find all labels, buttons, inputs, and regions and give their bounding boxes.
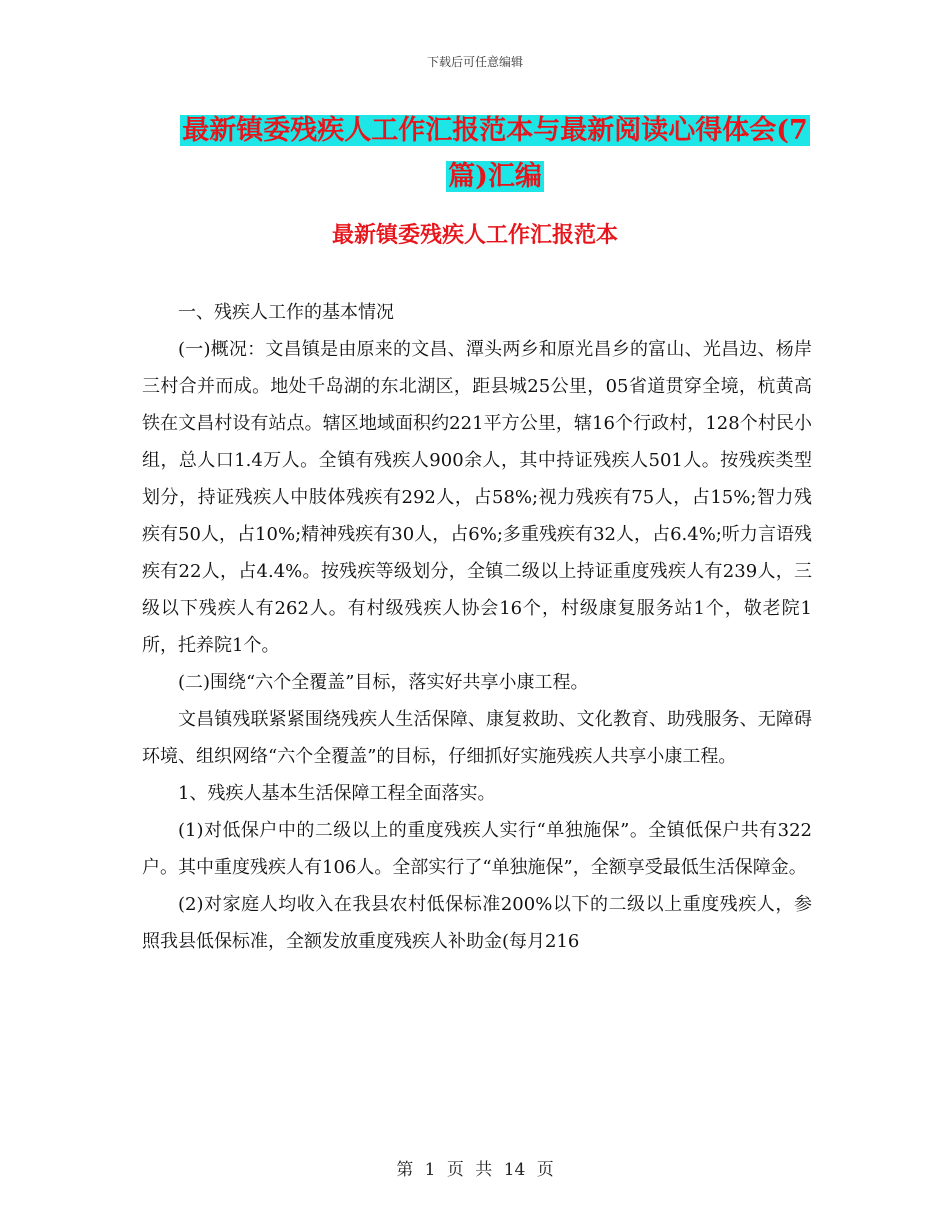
paragraph: (1)对低保户中的二级以上的重度残疾人实行“单独施保”。全镇低保户共有322户。其中重度残疾人有106人。全部实行了“单独施保”，全额享受最低生活保障金。: [142, 820, 812, 878]
paragraph: (2)对家庭人均收入在我县农村低保标准200%以下的二级以上重度残疾人，参照我县低保标准，全额发放重度残疾人补助金(每月216: [142, 894, 812, 952]
section-title: 最新镇委残疾人工作汇报范本: [331, 222, 618, 248]
paragraph: (一)概况：文昌镇是由原来的文昌、潭头两乡和原光昌乡的富山、光昌边、杨岸三村合并而成。地处千岛湖的东北湖区，距县城25公里，05省道贯穿全境，杭黄高铁在文昌村设有站点。辖区地域面积约221平方公里，辖16个行政村，128个村民小组，总人口1.4万人。全镇有残疾人900余人，其中持证残疾人501人。按残疾类型划分，持证残疾人中肢体残疾有292人，占58%;视力残疾有75人，占15%;智力残疾有50人，占10%;精神残疾有30人，占6%;多重残疾有32人，占6.4%;听力言语残疾有22人，占4.4%。按残疾等级划分，全镇二级以上持证重度残疾人有239人，三级以下残疾人有262人。有村级残疾人协会16个，村级康复服务站1个，敬老院1所，托养院1个。: [142, 339, 812, 656]
paragraph: 一、残疾人工作的基本情况: [178, 302, 394, 323]
document-body: [142, 294, 812, 960]
document-title-line-2: 篇)汇编: [448, 161, 542, 192]
current-page-number: 1: [424, 1160, 436, 1180]
header-note: 下载后可任意编辑: [426, 55, 523, 69]
page-footer: [0, 1155, 950, 1180]
document-title: [170, 108, 820, 200]
total-page-count: 14: [503, 1160, 526, 1180]
paragraph: 文昌镇残联紧紧围绕残疾人生活保障、康复救助、文化教育、助残服务、无障碍环境、组织网络“六个全覆盖”的目标，仔细抓好实施残疾人共享小康工程。: [142, 709, 812, 767]
paragraph: 1、残疾人基本生活保障工程全面落实。: [178, 783, 496, 804]
paragraph: (二)围绕“六个全覆盖”目标，落实好共享小康工程。: [178, 672, 589, 693]
page-label-mid: 页: [446, 1160, 464, 1180]
document-title-line-1: 最新镇委残疾人工作汇报范本与最新阅读心得体会(7: [182, 115, 808, 146]
page-label-prefix: 第: [396, 1160, 414, 1180]
page-label-suffix: 页: [536, 1160, 554, 1180]
total-label-prefix: 共: [475, 1160, 493, 1180]
